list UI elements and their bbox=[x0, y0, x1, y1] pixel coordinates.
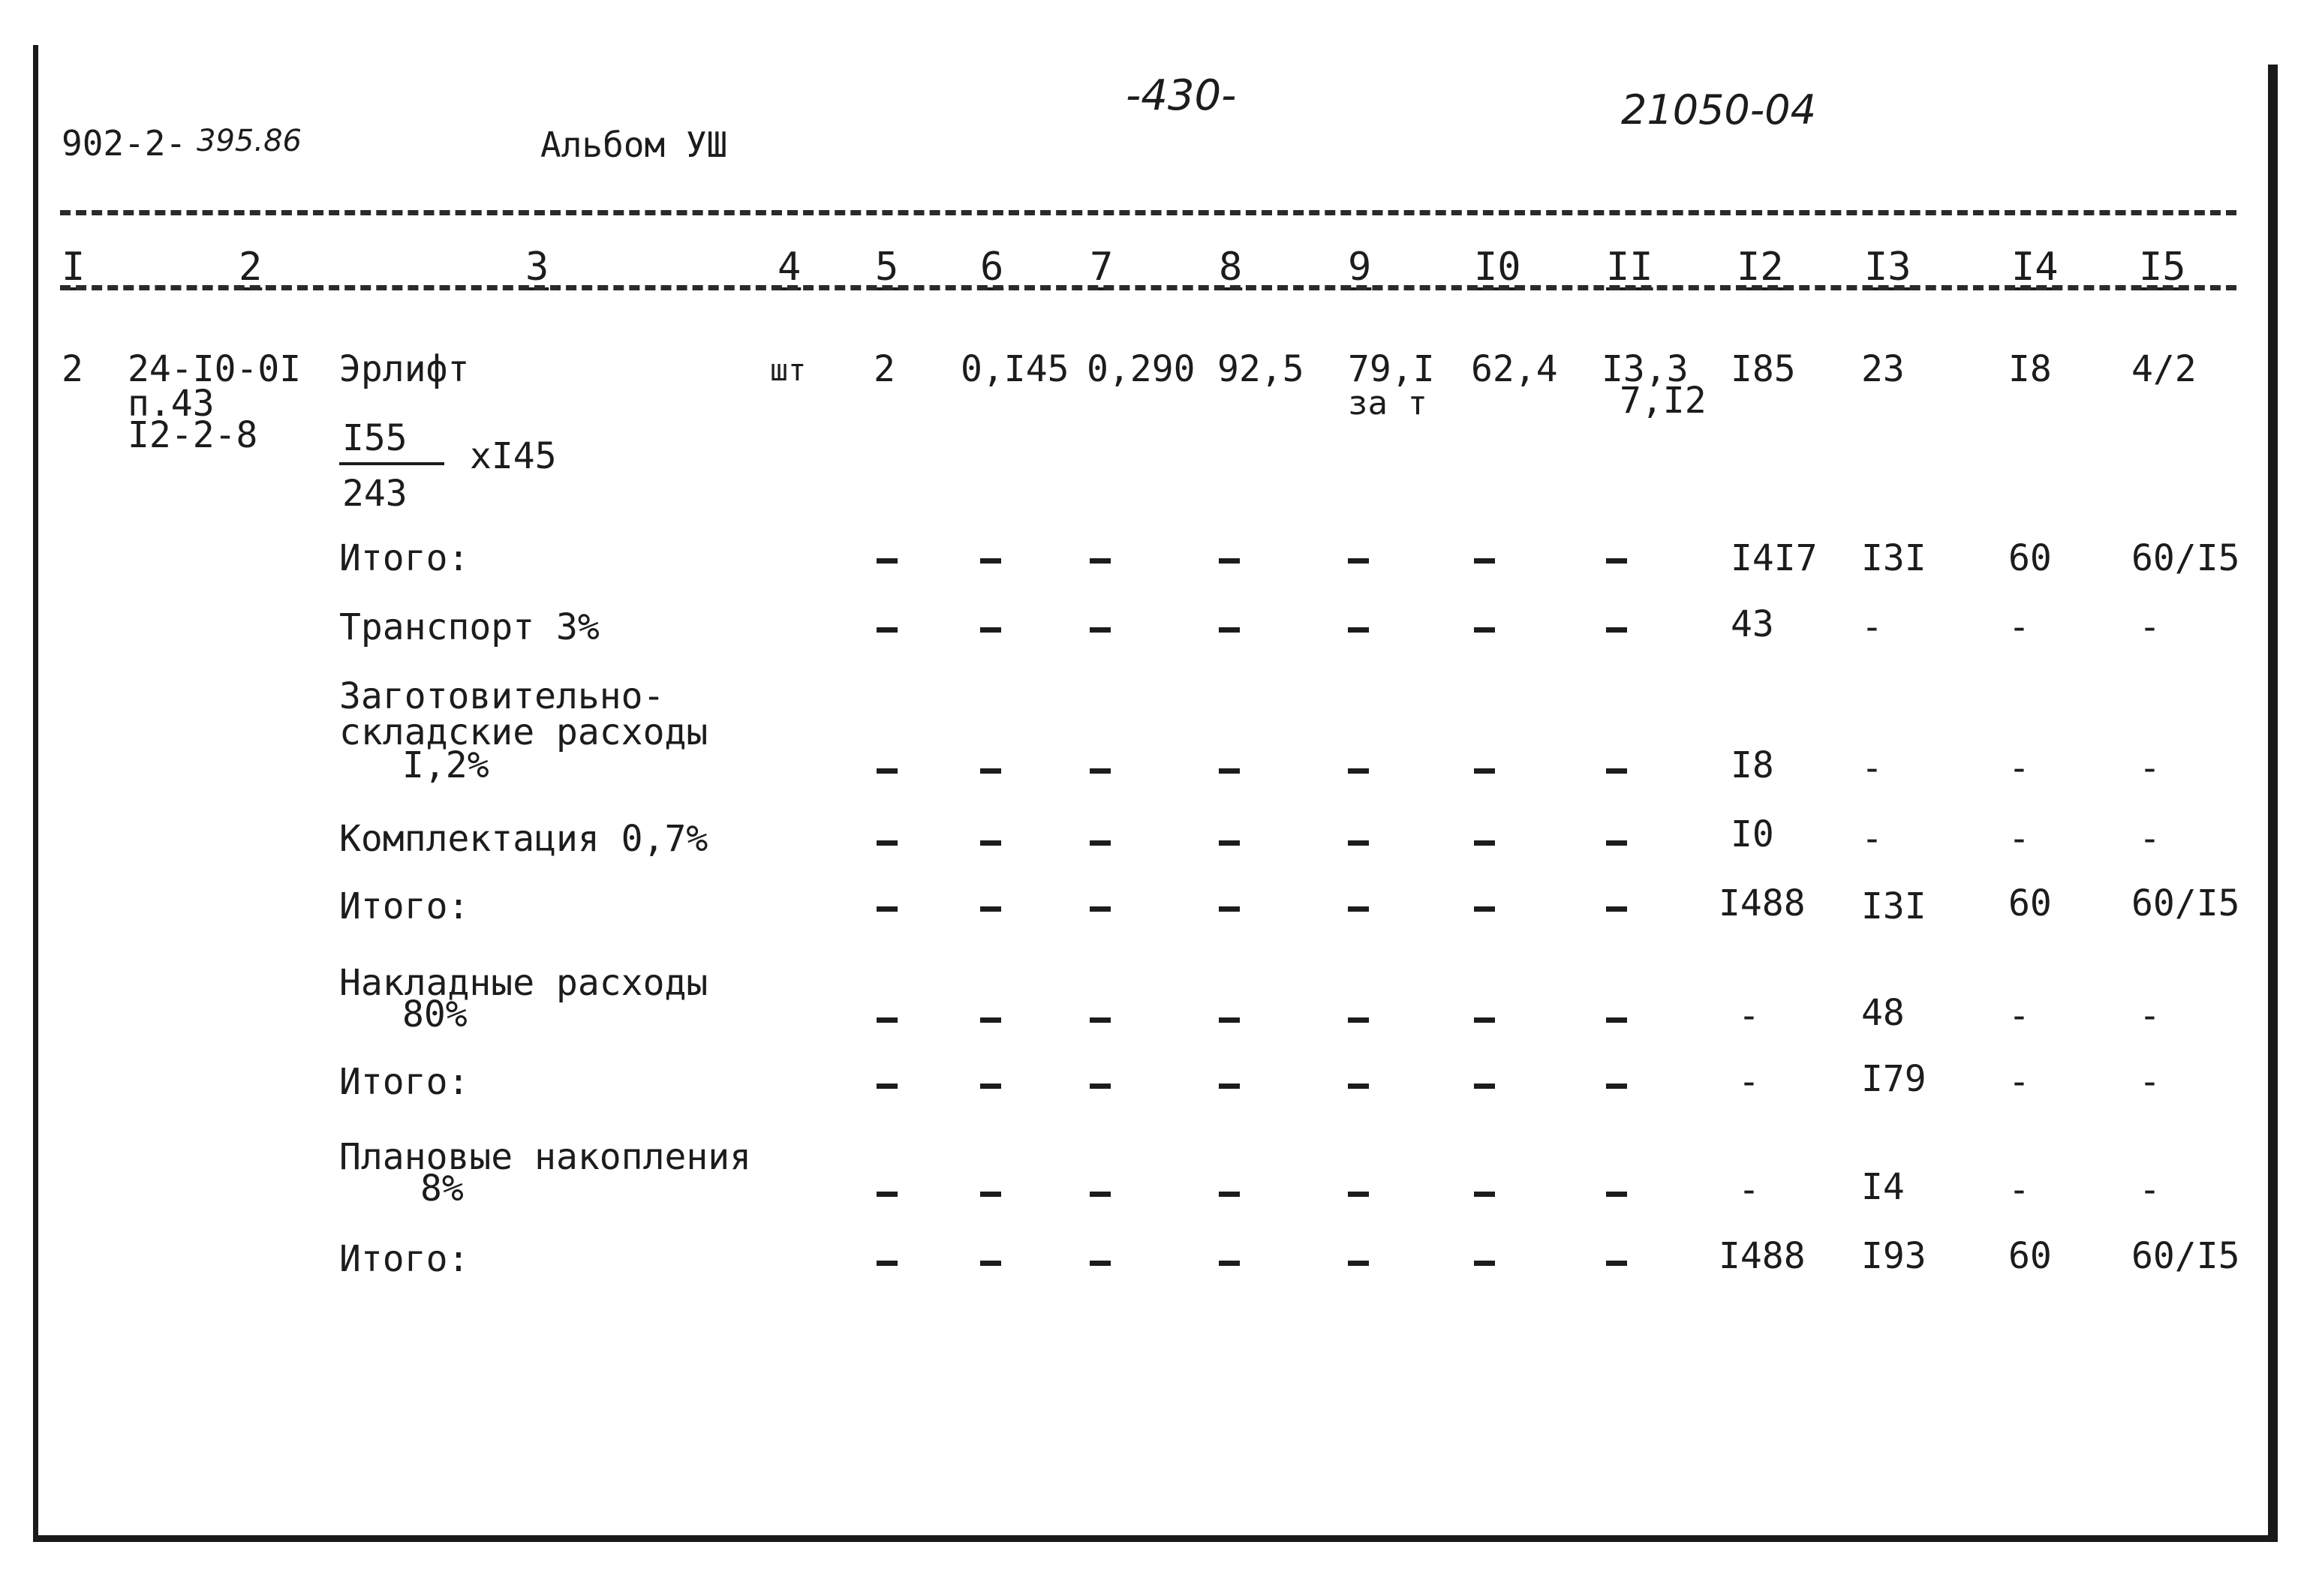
empty-cell-dash bbox=[1090, 1017, 1111, 1023]
empty-cell-dash bbox=[877, 1261, 898, 1266]
empty-cell-dash bbox=[980, 1192, 1001, 1197]
item-unit: шт bbox=[770, 353, 807, 388]
summary-c12: - bbox=[1738, 1169, 1760, 1211]
empty-cell-dash bbox=[1474, 1192, 1495, 1197]
item-c9: 79,I bbox=[1348, 348, 1435, 390]
empty-cell-dash bbox=[877, 840, 898, 846]
empty-cell-dash bbox=[877, 1017, 898, 1023]
item-qty: 2 bbox=[874, 348, 895, 390]
empty-cell-dash bbox=[1606, 627, 1627, 633]
item-name: Эрлифт bbox=[339, 348, 470, 390]
summary-c15: 60/I5 bbox=[2131, 537, 2240, 579]
item-c13: 23 bbox=[1861, 348, 1905, 390]
empty-cell-dash bbox=[1348, 1261, 1369, 1266]
item-frac-num: I55 bbox=[342, 417, 408, 459]
empty-cell-dash bbox=[1219, 1017, 1240, 1023]
empty-cell-dash bbox=[1348, 627, 1369, 633]
empty-cell-dash bbox=[877, 906, 898, 912]
empty-cell-dash bbox=[877, 1084, 898, 1089]
col-header-12: I2 bbox=[1737, 245, 1784, 290]
summary-c12: I8 bbox=[1731, 744, 1774, 786]
header-separator-top bbox=[60, 210, 2236, 215]
col-header-9: 9 bbox=[1348, 245, 1372, 290]
summary-c14: - bbox=[2008, 747, 2030, 789]
summary-c13: 48 bbox=[1861, 992, 1905, 1034]
item-c15: 4/2 bbox=[2131, 348, 2197, 390]
empty-cell-dash bbox=[1090, 627, 1111, 633]
empty-cell-dash bbox=[1090, 1192, 1111, 1197]
summary-c12: I4I7 bbox=[1731, 537, 1818, 579]
empty-cell-dash bbox=[1090, 1261, 1111, 1266]
empty-cell-dash bbox=[1219, 1261, 1240, 1266]
empty-cell-dash bbox=[1474, 840, 1495, 846]
page-frame-left bbox=[33, 45, 38, 1540]
item-frac-line bbox=[339, 462, 444, 465]
summary-c14: - bbox=[2008, 818, 2030, 860]
empty-cell-dash bbox=[980, 906, 1001, 912]
empty-cell-dash bbox=[877, 627, 898, 633]
empty-cell-dash bbox=[1474, 1084, 1495, 1089]
empty-cell-dash bbox=[877, 1192, 898, 1197]
empty-cell-dash bbox=[1348, 768, 1369, 774]
empty-cell-dash bbox=[980, 627, 1001, 633]
col-header-10: I0 bbox=[1474, 245, 1521, 290]
empty-cell-dash bbox=[1219, 558, 1240, 564]
summary-c13: I93 bbox=[1861, 1235, 1927, 1277]
item-frac-den: 243 bbox=[342, 473, 408, 515]
empty-cell-dash bbox=[980, 1084, 1001, 1089]
empty-cell-dash bbox=[980, 1017, 1001, 1023]
summary-c14: 60 bbox=[2008, 1235, 2052, 1277]
summary-c15: - bbox=[2139, 995, 2161, 1037]
summary-c14: - bbox=[2008, 995, 2030, 1037]
summary-label: Итого: bbox=[339, 885, 470, 927]
doc-code-handwritten: 395.86 bbox=[197, 124, 302, 158]
summary-c15: - bbox=[2139, 1169, 2161, 1211]
empty-cell-dash bbox=[1348, 1084, 1369, 1089]
summary-label: Итого: bbox=[339, 1238, 470, 1280]
stamp-number: 21050-04 bbox=[1621, 86, 1816, 134]
item-code-2: п.43 bbox=[128, 383, 215, 425]
summary-label: Комплектация 0,7% bbox=[339, 818, 708, 860]
summary-c12: I0 bbox=[1731, 813, 1774, 855]
empty-cell-dash bbox=[1219, 1084, 1240, 1089]
summary-label-line2: 8% bbox=[420, 1168, 464, 1210]
col-header-13: I3 bbox=[1864, 245, 1911, 290]
empty-cell-dash bbox=[877, 558, 898, 564]
item-c9-note: за т bbox=[1348, 384, 1427, 422]
summary-c12: - bbox=[1738, 995, 1760, 1037]
summary-c12: I488 bbox=[1719, 882, 1806, 924]
item-c11-b: 7,I2 bbox=[1620, 380, 1707, 422]
item-num: 2 bbox=[62, 348, 83, 390]
page-frame-bottom bbox=[33, 1535, 2278, 1542]
item-c10: 62,4 bbox=[1471, 348, 1558, 390]
summary-label-line3: I,2% bbox=[402, 744, 489, 786]
col-header-14: I4 bbox=[2011, 245, 2059, 290]
empty-cell-dash bbox=[1606, 906, 1627, 912]
summary-label-line2: 80% bbox=[402, 993, 468, 1035]
empty-cell-dash bbox=[1606, 558, 1627, 564]
item-c8: 92,5 bbox=[1217, 348, 1304, 390]
col-header-15: I5 bbox=[2139, 245, 2186, 290]
empty-cell-dash bbox=[980, 1261, 1001, 1266]
header-separator-bottom bbox=[60, 285, 2236, 290]
col-header-5: 5 bbox=[875, 245, 899, 290]
item-c11: I3,3 bbox=[1602, 348, 1689, 390]
summary-c14: 60 bbox=[2008, 882, 2052, 924]
item-c6: 0,I45 bbox=[961, 348, 1069, 390]
summary-c15: 60/I5 bbox=[2131, 1235, 2240, 1277]
col-header-8: 8 bbox=[1219, 245, 1243, 290]
album-label: Альбом УШ bbox=[540, 125, 728, 165]
summary-c12: I488 bbox=[1719, 1235, 1806, 1277]
col-header-2: 2 bbox=[239, 245, 263, 290]
item-c7: 0,290 bbox=[1087, 348, 1196, 390]
page-number: -430- bbox=[1126, 71, 1237, 120]
summary-c14: 60 bbox=[2008, 537, 2052, 579]
empty-cell-dash bbox=[1090, 768, 1111, 774]
empty-cell-dash bbox=[1474, 768, 1495, 774]
summary-c15: - bbox=[2139, 747, 2161, 789]
empty-cell-dash bbox=[1474, 1261, 1495, 1266]
doc-code-prefix: 902-2- bbox=[62, 123, 187, 164]
summary-label: Итого: bbox=[339, 1061, 470, 1103]
summary-c13: I3I bbox=[1861, 537, 1927, 579]
empty-cell-dash bbox=[980, 840, 1001, 846]
summary-c12: 43 bbox=[1731, 603, 1774, 645]
summary-c15: - bbox=[2139, 818, 2161, 860]
summary-c13: - bbox=[1861, 818, 1883, 860]
summary-c13: I79 bbox=[1861, 1058, 1927, 1100]
empty-cell-dash bbox=[980, 768, 1001, 774]
empty-cell-dash bbox=[1090, 558, 1111, 564]
item-code-3: I2-2-8 bbox=[128, 414, 258, 456]
summary-c13: - bbox=[1861, 747, 1883, 789]
empty-cell-dash bbox=[1474, 558, 1495, 564]
summary-c14: - bbox=[2008, 1061, 2030, 1103]
summary-label: Итого: bbox=[339, 537, 470, 579]
col-header-11: II bbox=[1606, 245, 1653, 290]
empty-cell-dash bbox=[1474, 627, 1495, 633]
empty-cell-dash bbox=[1219, 768, 1240, 774]
col-header-3: 3 bbox=[525, 245, 549, 290]
col-header-4: 4 bbox=[778, 245, 802, 290]
empty-cell-dash bbox=[1348, 1017, 1369, 1023]
item-frac-mult: xI45 bbox=[470, 435, 557, 477]
item-code-1: 24-I0-0I bbox=[128, 348, 302, 390]
col-header-1: I bbox=[62, 245, 86, 290]
summary-label-line1: Накладные расходы bbox=[339, 962, 708, 1004]
summary-c13: - bbox=[1861, 606, 1883, 648]
empty-cell-dash bbox=[1606, 768, 1627, 774]
empty-cell-dash bbox=[1348, 1192, 1369, 1197]
summary-c14: - bbox=[2008, 606, 2030, 648]
empty-cell-dash bbox=[1606, 840, 1627, 846]
item-c12: I85 bbox=[1731, 348, 1796, 390]
summary-c13: I3I bbox=[1861, 885, 1927, 927]
item-c14: I8 bbox=[2008, 348, 2052, 390]
empty-cell-dash bbox=[1090, 906, 1111, 912]
empty-cell-dash bbox=[877, 768, 898, 774]
empty-cell-dash bbox=[1348, 558, 1369, 564]
empty-cell-dash bbox=[1348, 906, 1369, 912]
empty-cell-dash bbox=[1606, 1261, 1627, 1266]
empty-cell-dash bbox=[980, 558, 1001, 564]
page-frame-right bbox=[2268, 65, 2278, 1540]
summary-c13: I4 bbox=[1861, 1166, 1905, 1208]
empty-cell-dash bbox=[1219, 840, 1240, 846]
summary-c12: - bbox=[1738, 1061, 1760, 1103]
empty-cell-dash bbox=[1090, 840, 1111, 846]
empty-cell-dash bbox=[1348, 840, 1369, 846]
col-header-6: 6 bbox=[980, 245, 1004, 290]
empty-cell-dash bbox=[1606, 1017, 1627, 1023]
empty-cell-dash bbox=[1606, 1084, 1627, 1089]
summary-c15: - bbox=[2139, 1061, 2161, 1103]
empty-cell-dash bbox=[1474, 906, 1495, 912]
summary-c15: - bbox=[2139, 606, 2161, 648]
summary-c15: 60/I5 bbox=[2131, 882, 2240, 924]
empty-cell-dash bbox=[1219, 906, 1240, 912]
empty-cell-dash bbox=[1090, 1084, 1111, 1089]
summary-c14: - bbox=[2008, 1169, 2030, 1211]
summary-label-line1: Заготовительно- bbox=[339, 675, 665, 717]
empty-cell-dash bbox=[1219, 1192, 1240, 1197]
col-header-7: 7 bbox=[1090, 245, 1114, 290]
summary-label-line2: складские расходы bbox=[339, 711, 708, 753]
empty-cell-dash bbox=[1219, 627, 1240, 633]
summary-label: Транспорт 3% bbox=[339, 606, 600, 648]
empty-cell-dash bbox=[1606, 1192, 1627, 1197]
summary-label-line1: Плановые накопления bbox=[339, 1136, 752, 1178]
empty-cell-dash bbox=[1474, 1017, 1495, 1023]
